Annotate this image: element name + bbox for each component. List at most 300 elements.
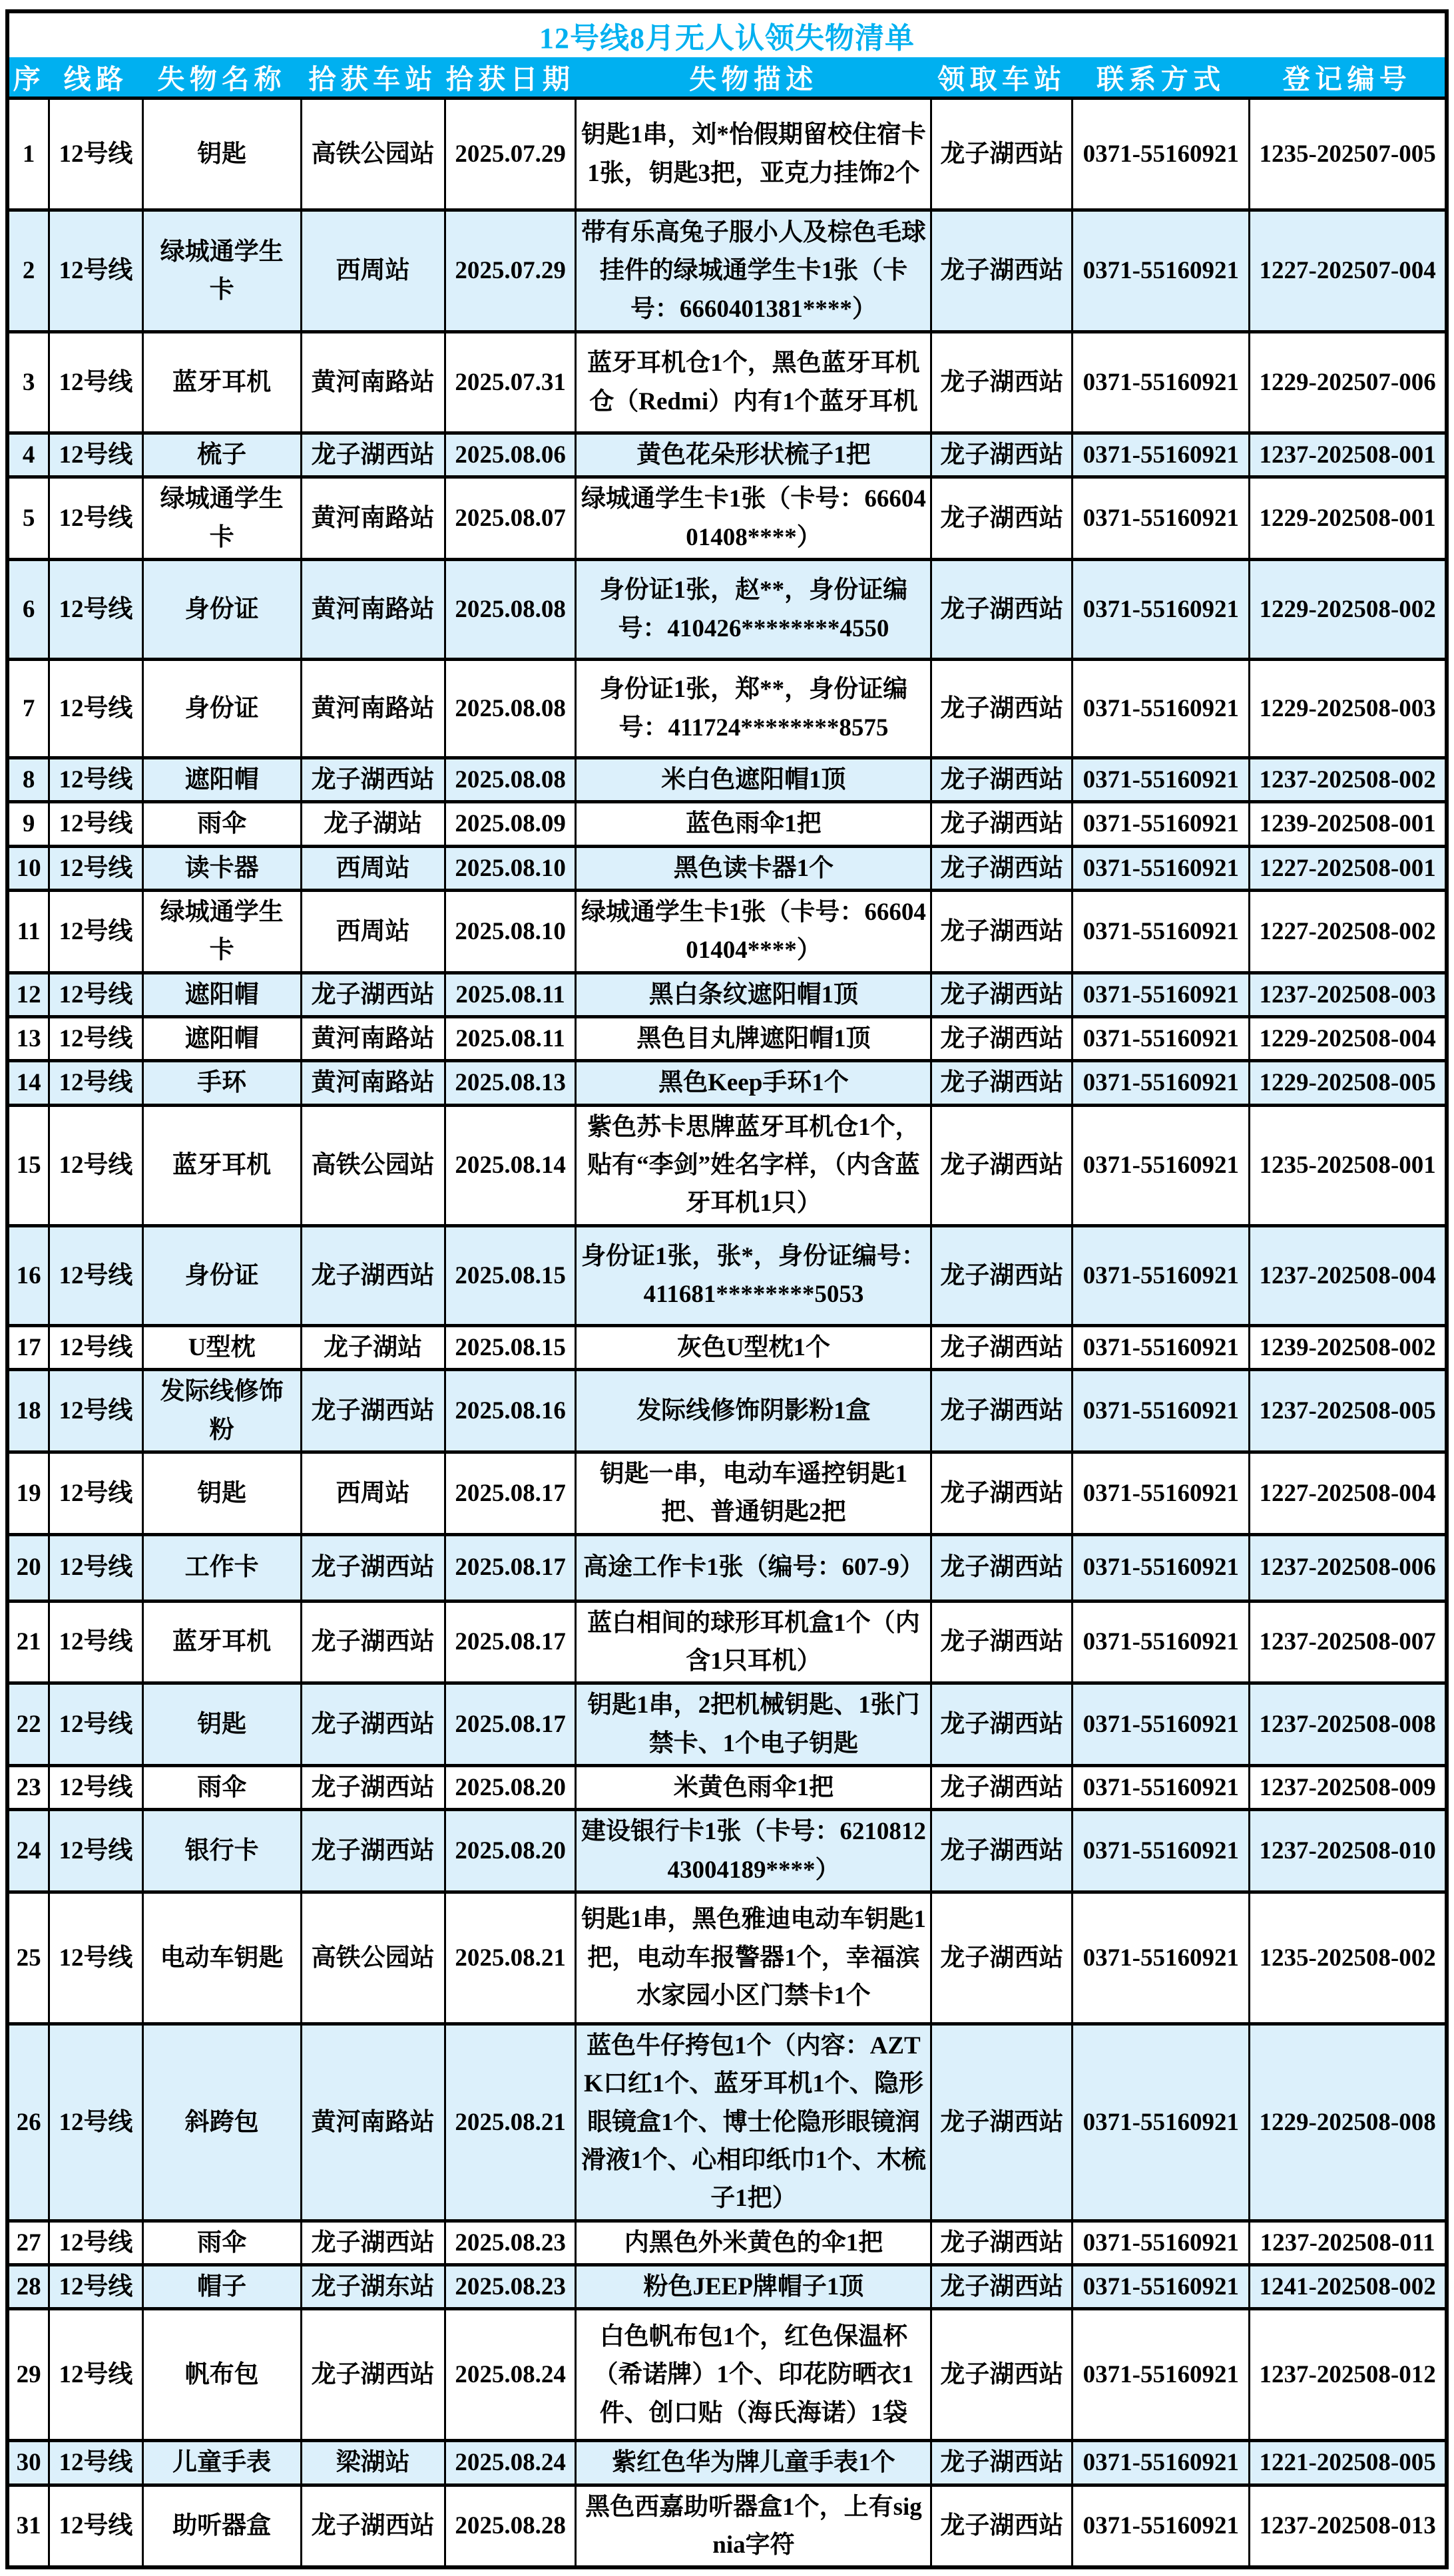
cell-description: 钥匙1串，黑色雅迪电动车钥匙1把，电动车报警器1个，幸福滨水家园小区门禁卡1个 (576, 1892, 931, 2024)
cell-reg_no: 1237-202508-010 (1250, 1810, 1447, 1892)
table-row (7, 1601, 1447, 1683)
table-row (7, 210, 1447, 332)
table-row (7, 660, 1447, 758)
cell-item: 银行卡 (142, 1810, 301, 1892)
table-row (7, 1225, 1447, 1325)
cell-description: 米黄色雨伞1把 (576, 1765, 931, 1809)
cell-seq: 15 (7, 1105, 49, 1225)
cell-reg_no: 1237-202508-009 (1250, 1765, 1447, 1809)
cell-line: 12号线 (49, 477, 143, 560)
cell-seq: 14 (7, 1061, 49, 1105)
cell-found_date: 2025.08.08 (445, 660, 576, 758)
cell-contact: 0371-55160921 (1073, 210, 1250, 332)
cell-pickup_station: 龙子湖西站 (931, 433, 1073, 477)
cell-reg_no: 1229-202508-004 (1250, 1017, 1447, 1061)
cell-reg_no: 1237-202508-005 (1250, 1370, 1447, 1452)
cell-found_date: 2025.08.11 (445, 972, 576, 1016)
cell-reg_no: 1237-202508-013 (1250, 2485, 1447, 2567)
cell-contact: 0371-55160921 (1073, 1810, 1250, 1892)
lost-items-table (5, 9, 1449, 2569)
cell-found_date: 2025.08.17 (445, 1452, 576, 1534)
cell-found_station: 龙子湖东站 (301, 2265, 445, 2309)
cell-item: 雨伞 (142, 1765, 301, 1809)
cell-reg_no: 1227-202508-004 (1250, 1452, 1447, 1534)
cell-contact: 0371-55160921 (1073, 99, 1250, 210)
cell-seq: 18 (7, 1370, 49, 1452)
column-header: 失物描述 (576, 57, 931, 99)
table-row (7, 1765, 1447, 1809)
cell-found_station: 龙子湖站 (301, 1325, 445, 1369)
cell-description: 建设银行卡1张（卡号：621081243004189****） (576, 1810, 931, 1892)
cell-pickup_station: 龙子湖西站 (931, 1225, 1073, 1325)
cell-reg_no: 1237-202508-008 (1250, 1683, 1447, 1766)
cell-line: 12号线 (49, 1017, 143, 1061)
cell-item: 工作卡 (142, 1534, 301, 1601)
cell-found_station: 西周站 (301, 891, 445, 973)
cell-item: 身份证 (142, 560, 301, 660)
cell-found_station: 龙子湖西站 (301, 1683, 445, 1766)
cell-item: 雨伞 (142, 2221, 301, 2264)
cell-pickup_station: 龙子湖西站 (931, 660, 1073, 758)
cell-seq: 10 (7, 846, 49, 890)
table-head (7, 11, 1447, 99)
cell-line: 12号线 (49, 1370, 143, 1452)
cell-contact: 0371-55160921 (1073, 2441, 1250, 2485)
table-row (7, 477, 1447, 560)
cell-line: 12号线 (49, 1225, 143, 1325)
cell-line: 12号线 (49, 1601, 143, 1683)
cell-found_station: 黄河南路站 (301, 1017, 445, 1061)
cell-description: 黑色读卡器1个 (576, 846, 931, 890)
cell-contact: 0371-55160921 (1073, 433, 1250, 477)
column-header: 拾获日期 (445, 57, 576, 99)
cell-line: 12号线 (49, 2309, 143, 2441)
table-row (7, 1534, 1447, 1601)
cell-pickup_station: 龙子湖西站 (931, 2265, 1073, 2309)
cell-seq: 28 (7, 2265, 49, 2309)
cell-pickup_station: 龙子湖西站 (931, 99, 1073, 210)
cell-description: 白色帆布包1个，红色保温杯（希诺牌）1个、印花防晒衣1件、创口贴（海氏海诺）1袋 (576, 2309, 931, 2441)
page-title: 12号线8月无人认领失物清单 (7, 11, 1447, 57)
cell-line: 12号线 (49, 758, 143, 802)
cell-line: 12号线 (49, 2265, 143, 2309)
cell-reg_no: 1229-202508-003 (1250, 660, 1447, 758)
cell-found_station: 龙子湖西站 (301, 972, 445, 1016)
cell-description: 黄色花朵形状梳子1把 (576, 433, 931, 477)
cell-item: 绿城通学生卡 (142, 477, 301, 560)
cell-seq: 29 (7, 2309, 49, 2441)
cell-found_station: 龙子湖西站 (301, 1765, 445, 1809)
cell-description: 黑白条纹遮阳帽1顶 (576, 972, 931, 1016)
cell-pickup_station: 龙子湖西站 (931, 2024, 1073, 2221)
cell-description: 带有乐高兔子服小人及棕色毛球挂件的绿城通学生卡1张（卡号：6660401381****） (576, 210, 931, 332)
cell-pickup_station: 龙子湖西站 (931, 972, 1073, 1016)
cell-contact: 0371-55160921 (1073, 1061, 1250, 1105)
cell-found_date: 2025.07.29 (445, 210, 576, 332)
cell-line: 12号线 (49, 1452, 143, 1534)
cell-item: 蓝牙耳机 (142, 1601, 301, 1683)
cell-pickup_station: 龙子湖西站 (931, 758, 1073, 802)
cell-contact: 0371-55160921 (1073, 758, 1250, 802)
cell-contact: 0371-55160921 (1073, 1765, 1250, 1809)
cell-description: 绿城通学生卡1张（卡号：6660401404****） (576, 891, 931, 973)
cell-item: 身份证 (142, 1225, 301, 1325)
cell-reg_no: 1237-202508-006 (1250, 1534, 1447, 1601)
cell-pickup_station: 龙子湖西站 (931, 1601, 1073, 1683)
cell-pickup_station: 龙子湖西站 (931, 332, 1073, 433)
cell-item: 斜跨包 (142, 2024, 301, 2221)
cell-description: 米白色遮阳帽1顶 (576, 758, 931, 802)
cell-line: 12号线 (49, 2485, 143, 2567)
cell-line: 12号线 (49, 1810, 143, 1892)
cell-found_date: 2025.08.23 (445, 2221, 576, 2264)
cell-contact: 0371-55160921 (1073, 2024, 1250, 2221)
cell-reg_no: 1229-202507-006 (1250, 332, 1447, 433)
table-row (7, 1683, 1447, 1766)
cell-item: U型枕 (142, 1325, 301, 1369)
cell-pickup_station: 龙子湖西站 (931, 802, 1073, 846)
cell-contact: 0371-55160921 (1073, 802, 1250, 846)
cell-contact: 0371-55160921 (1073, 1370, 1250, 1452)
cell-contact: 0371-55160921 (1073, 1601, 1250, 1683)
cell-found_date: 2025.07.31 (445, 332, 576, 433)
table-row (7, 1892, 1447, 2024)
table-row (7, 758, 1447, 802)
cell-contact: 0371-55160921 (1073, 1225, 1250, 1325)
cell-found_date: 2025.08.13 (445, 1061, 576, 1105)
table-row (7, 1017, 1447, 1061)
cell-contact: 0371-55160921 (1073, 477, 1250, 560)
cell-found_date: 2025.08.28 (445, 2485, 576, 2567)
column-header: 领取车站 (931, 57, 1073, 99)
cell-description: 钥匙一串，电动车遥控钥匙1把、普通钥匙2把 (576, 1452, 931, 1534)
cell-reg_no: 1235-202507-005 (1250, 99, 1447, 210)
table-row (7, 1370, 1447, 1452)
cell-contact: 0371-55160921 (1073, 332, 1250, 433)
cell-line: 12号线 (49, 433, 143, 477)
cell-contact: 0371-55160921 (1073, 660, 1250, 758)
cell-contact: 0371-55160921 (1073, 1452, 1250, 1534)
table-row (7, 2221, 1447, 2264)
cell-line: 12号线 (49, 332, 143, 433)
cell-found_date: 2025.08.24 (445, 2309, 576, 2441)
cell-item: 遮阳帽 (142, 972, 301, 1016)
cell-found_station: 高铁公园站 (301, 99, 445, 210)
cell-reg_no: 1229-202508-008 (1250, 2024, 1447, 2221)
cell-found_station: 黄河南路站 (301, 1061, 445, 1105)
cell-line: 12号线 (49, 1892, 143, 2024)
cell-description: 蓝白相间的球形耳机盒1个（内含1只耳机） (576, 1601, 931, 1683)
column-header: 拾获车站 (301, 57, 445, 99)
table-row (7, 2485, 1447, 2567)
cell-found_station: 龙子湖西站 (301, 1225, 445, 1325)
cell-found_station: 黄河南路站 (301, 2024, 445, 2221)
cell-found_station: 高铁公园站 (301, 1105, 445, 1225)
cell-found_date: 2025.08.23 (445, 2265, 576, 2309)
table-row (7, 2024, 1447, 2221)
cell-pickup_station: 龙子湖西站 (931, 1061, 1073, 1105)
cell-line: 12号线 (49, 1534, 143, 1601)
cell-line: 12号线 (49, 99, 143, 210)
cell-line: 12号线 (49, 2024, 143, 2221)
table-header-row (7, 57, 1447, 99)
cell-seq: 12 (7, 972, 49, 1016)
cell-found_date: 2025.08.20 (445, 1810, 576, 1892)
cell-line: 12号线 (49, 891, 143, 973)
table-row (7, 1105, 1447, 1225)
cell-line: 12号线 (49, 972, 143, 1016)
cell-reg_no: 1239-202508-002 (1250, 1325, 1447, 1369)
cell-contact: 0371-55160921 (1073, 891, 1250, 973)
cell-item: 帽子 (142, 2265, 301, 2309)
table-row (7, 802, 1447, 846)
cell-pickup_station: 龙子湖西站 (931, 477, 1073, 560)
table-row (7, 2265, 1447, 2309)
cell-reg_no: 1227-202508-001 (1250, 846, 1447, 890)
cell-reg_no: 1237-202508-003 (1250, 972, 1447, 1016)
cell-item: 绿城通学生卡 (142, 210, 301, 332)
cell-item: 雨伞 (142, 802, 301, 846)
cell-description: 身份证1张，郑**，身份证编号：411724********8575 (576, 660, 931, 758)
cell-pickup_station: 龙子湖西站 (931, 2485, 1073, 2567)
cell-found_station: 龙子湖西站 (301, 758, 445, 802)
cell-found_station: 龙子湖西站 (301, 2309, 445, 2441)
title-row (7, 11, 1447, 57)
cell-line: 12号线 (49, 2221, 143, 2264)
cell-line: 12号线 (49, 1683, 143, 1766)
cell-line: 12号线 (49, 210, 143, 332)
cell-found_station: 龙子湖西站 (301, 1534, 445, 1601)
cell-reg_no: 1235-202508-001 (1250, 1105, 1447, 1225)
table-row (7, 2309, 1447, 2441)
cell-pickup_station: 龙子湖西站 (931, 1765, 1073, 1809)
cell-found_date: 2025.08.17 (445, 1683, 576, 1766)
cell-description: 钥匙1串，刘*怡假期留校住宿卡1张，钥匙3把，亚克力挂饰2个 (576, 99, 931, 210)
cell-seq: 25 (7, 1892, 49, 2024)
cell-description: 蓝色雨伞1把 (576, 802, 931, 846)
cell-found_station: 龙子湖西站 (301, 1810, 445, 1892)
cell-description: 黑色西嘉助听器盒1个，上有signia字符 (576, 2485, 931, 2567)
cell-description: 高途工作卡1张（编号：607-9） (576, 1534, 931, 1601)
cell-found_date: 2025.08.21 (445, 2024, 576, 2221)
column-header: 线路 (49, 57, 143, 99)
cell-reg_no: 1227-202507-004 (1250, 210, 1447, 332)
cell-found_date: 2025.08.11 (445, 1017, 576, 1061)
cell-found_date: 2025.08.20 (445, 1765, 576, 1809)
cell-description: 粉色JEEP牌帽子1顶 (576, 2265, 931, 2309)
cell-found_date: 2025.08.17 (445, 1601, 576, 1683)
cell-contact: 0371-55160921 (1073, 1683, 1250, 1766)
cell-found_station: 西周站 (301, 210, 445, 332)
cell-item: 梳子 (142, 433, 301, 477)
cell-item: 身份证 (142, 660, 301, 758)
cell-contact: 0371-55160921 (1073, 2265, 1250, 2309)
cell-found_date: 2025.08.09 (445, 802, 576, 846)
cell-seq: 5 (7, 477, 49, 560)
cell-description: 紫红色华为牌儿童手表1个 (576, 2441, 931, 2485)
cell-reg_no: 1237-202508-012 (1250, 2309, 1447, 2441)
cell-seq: 8 (7, 758, 49, 802)
cell-description: 蓝色牛仔挎包1个（内容：AZTK口红1个、蓝牙耳机1个、隐形眼镜盒1个、博士伦隐形眼镜润滑液1个、心相印纸巾1个、木梳子1把） (576, 2024, 931, 2221)
cell-seq: 6 (7, 560, 49, 660)
cell-item: 钥匙 (142, 99, 301, 210)
cell-pickup_station: 龙子湖西站 (931, 560, 1073, 660)
cell-contact: 0371-55160921 (1073, 972, 1250, 1016)
cell-item: 蓝牙耳机 (142, 1105, 301, 1225)
cell-found_date: 2025.08.15 (445, 1325, 576, 1369)
cell-found_station: 龙子湖西站 (301, 2221, 445, 2264)
cell-found_date: 2025.08.08 (445, 560, 576, 660)
cell-seq: 9 (7, 802, 49, 846)
table-row (7, 560, 1447, 660)
cell-line: 12号线 (49, 1061, 143, 1105)
table-row (7, 332, 1447, 433)
cell-seq: 16 (7, 1225, 49, 1325)
cell-pickup_station: 龙子湖西站 (931, 2309, 1073, 2441)
cell-description: 发际线修饰阴影粉1盒 (576, 1370, 931, 1452)
cell-pickup_station: 龙子湖西站 (931, 1370, 1073, 1452)
cell-seq: 2 (7, 210, 49, 332)
cell-found_date: 2025.08.08 (445, 758, 576, 802)
cell-pickup_station: 龙子湖西站 (931, 210, 1073, 332)
cell-item: 电动车钥匙 (142, 1892, 301, 2024)
cell-item: 遮阳帽 (142, 758, 301, 802)
cell-seq: 24 (7, 1810, 49, 1892)
cell-description: 钥匙1串，2把机械钥匙、1张门禁卡、1个电子钥匙 (576, 1683, 931, 1766)
cell-seq: 22 (7, 1683, 49, 1766)
cell-reg_no: 1237-202508-002 (1250, 758, 1447, 802)
cell-seq: 11 (7, 891, 49, 973)
cell-found_date: 2025.07.29 (445, 99, 576, 210)
cell-pickup_station: 龙子湖西站 (931, 1683, 1073, 1766)
cell-found_station: 龙子湖西站 (301, 433, 445, 477)
cell-found_date: 2025.08.15 (445, 1225, 576, 1325)
cell-found_station: 梁湖站 (301, 2441, 445, 2485)
cell-line: 12号线 (49, 1765, 143, 1809)
cell-pickup_station: 龙子湖西站 (931, 1892, 1073, 2024)
table-row (7, 2441, 1447, 2485)
cell-found_date: 2025.08.07 (445, 477, 576, 560)
column-header: 序 (7, 57, 49, 99)
cell-reg_no: 1241-202508-002 (1250, 2265, 1447, 2309)
cell-seq: 30 (7, 2441, 49, 2485)
cell-pickup_station: 龙子湖西站 (931, 1534, 1073, 1601)
cell-found_date: 2025.08.06 (445, 433, 576, 477)
cell-item: 蓝牙耳机 (142, 332, 301, 433)
cell-seq: 3 (7, 332, 49, 433)
cell-contact: 0371-55160921 (1073, 1534, 1250, 1601)
cell-seq: 23 (7, 1765, 49, 1809)
cell-item: 钥匙 (142, 1683, 301, 1766)
cell-line: 12号线 (49, 660, 143, 758)
cell-contact: 0371-55160921 (1073, 846, 1250, 890)
cell-contact: 0371-55160921 (1073, 1325, 1250, 1369)
cell-description: 紫色苏卡思牌蓝牙耳机仓1个，贴有“李剑”姓名字样，（内含蓝牙耳机1只） (576, 1105, 931, 1225)
cell-item: 发际线修饰粉 (142, 1370, 301, 1452)
cell-reg_no: 1237-202508-001 (1250, 433, 1447, 477)
column-header: 登记编号 (1250, 57, 1447, 99)
cell-found_station: 黄河南路站 (301, 332, 445, 433)
cell-seq: 20 (7, 1534, 49, 1601)
cell-seq: 4 (7, 433, 49, 477)
cell-pickup_station: 龙子湖西站 (931, 1017, 1073, 1061)
cell-item: 绿城通学生卡 (142, 891, 301, 973)
cell-reg_no: 1237-202508-011 (1250, 2221, 1447, 2264)
table-row (7, 846, 1447, 890)
cell-contact: 0371-55160921 (1073, 1017, 1250, 1061)
table-row (7, 433, 1447, 477)
cell-seq: 26 (7, 2024, 49, 2221)
cell-line: 12号线 (49, 1325, 143, 1369)
cell-pickup_station: 龙子湖西站 (931, 1810, 1073, 1892)
table-row (7, 1061, 1447, 1105)
cell-contact: 0371-55160921 (1073, 1892, 1250, 2024)
cell-line: 12号线 (49, 2441, 143, 2485)
table-row (7, 1452, 1447, 1534)
cell-pickup_station: 龙子湖西站 (931, 1452, 1073, 1534)
cell-description: 黑色目丸牌遮阳帽1顶 (576, 1017, 931, 1061)
cell-found_station: 龙子湖西站 (301, 1370, 445, 1452)
cell-line: 12号线 (49, 560, 143, 660)
cell-contact: 0371-55160921 (1073, 560, 1250, 660)
cell-description: 身份证1张，张*，身份证编号：411681********5053 (576, 1225, 931, 1325)
table-row (7, 972, 1447, 1016)
cell-found_date: 2025.08.21 (445, 1892, 576, 2024)
cell-line: 12号线 (49, 846, 143, 890)
cell-item: 遮阳帽 (142, 1017, 301, 1061)
cell-found_date: 2025.08.16 (445, 1370, 576, 1452)
cell-pickup_station: 龙子湖西站 (931, 891, 1073, 973)
table-row (7, 99, 1447, 210)
cell-description: 身份证1张，赵**，身份证编号：410426********4550 (576, 560, 931, 660)
cell-reg_no: 1229-202508-002 (1250, 560, 1447, 660)
cell-description: 绿城通学生卡1张（卡号：6660401408****） (576, 477, 931, 560)
cell-item: 手环 (142, 1061, 301, 1105)
cell-item: 儿童手表 (142, 2441, 301, 2485)
cell-contact: 0371-55160921 (1073, 1105, 1250, 1225)
cell-seq: 13 (7, 1017, 49, 1061)
cell-description: 内黑色外米黄色的伞1把 (576, 2221, 931, 2264)
cell-found_station: 龙子湖西站 (301, 2485, 445, 2567)
cell-found_station: 西周站 (301, 1452, 445, 1534)
cell-item: 帆布包 (142, 2309, 301, 2441)
cell-found_station: 高铁公园站 (301, 1892, 445, 2024)
cell-item: 钥匙 (142, 1452, 301, 1534)
cell-found_date: 2025.08.10 (445, 891, 576, 973)
table-body (7, 99, 1447, 2568)
cell-seq: 1 (7, 99, 49, 210)
cell-pickup_station: 龙子湖西站 (931, 2221, 1073, 2264)
cell-found_station: 黄河南路站 (301, 477, 445, 560)
cell-found_date: 2025.08.24 (445, 2441, 576, 2485)
cell-pickup_station: 龙子湖西站 (931, 846, 1073, 890)
cell-contact: 0371-55160921 (1073, 2221, 1250, 2264)
cell-contact: 0371-55160921 (1073, 2309, 1250, 2441)
cell-seq: 7 (7, 660, 49, 758)
cell-description: 蓝牙耳机仓1个，黑色蓝牙耳机仓（Redmi）内有1个蓝牙耳机 (576, 332, 931, 433)
cell-reg_no: 1237-202508-004 (1250, 1225, 1447, 1325)
cell-found_station: 黄河南路站 (301, 560, 445, 660)
cell-seq: 17 (7, 1325, 49, 1369)
cell-line: 12号线 (49, 1105, 143, 1225)
column-header: 失物名称 (142, 57, 301, 99)
cell-pickup_station: 龙子湖西站 (931, 2441, 1073, 2485)
cell-seq: 19 (7, 1452, 49, 1534)
cell-pickup_station: 龙子湖西站 (931, 1105, 1073, 1225)
cell-reg_no: 1221-202508-005 (1250, 2441, 1447, 2485)
table-row (7, 1325, 1447, 1369)
cell-found_date: 2025.08.10 (445, 846, 576, 890)
